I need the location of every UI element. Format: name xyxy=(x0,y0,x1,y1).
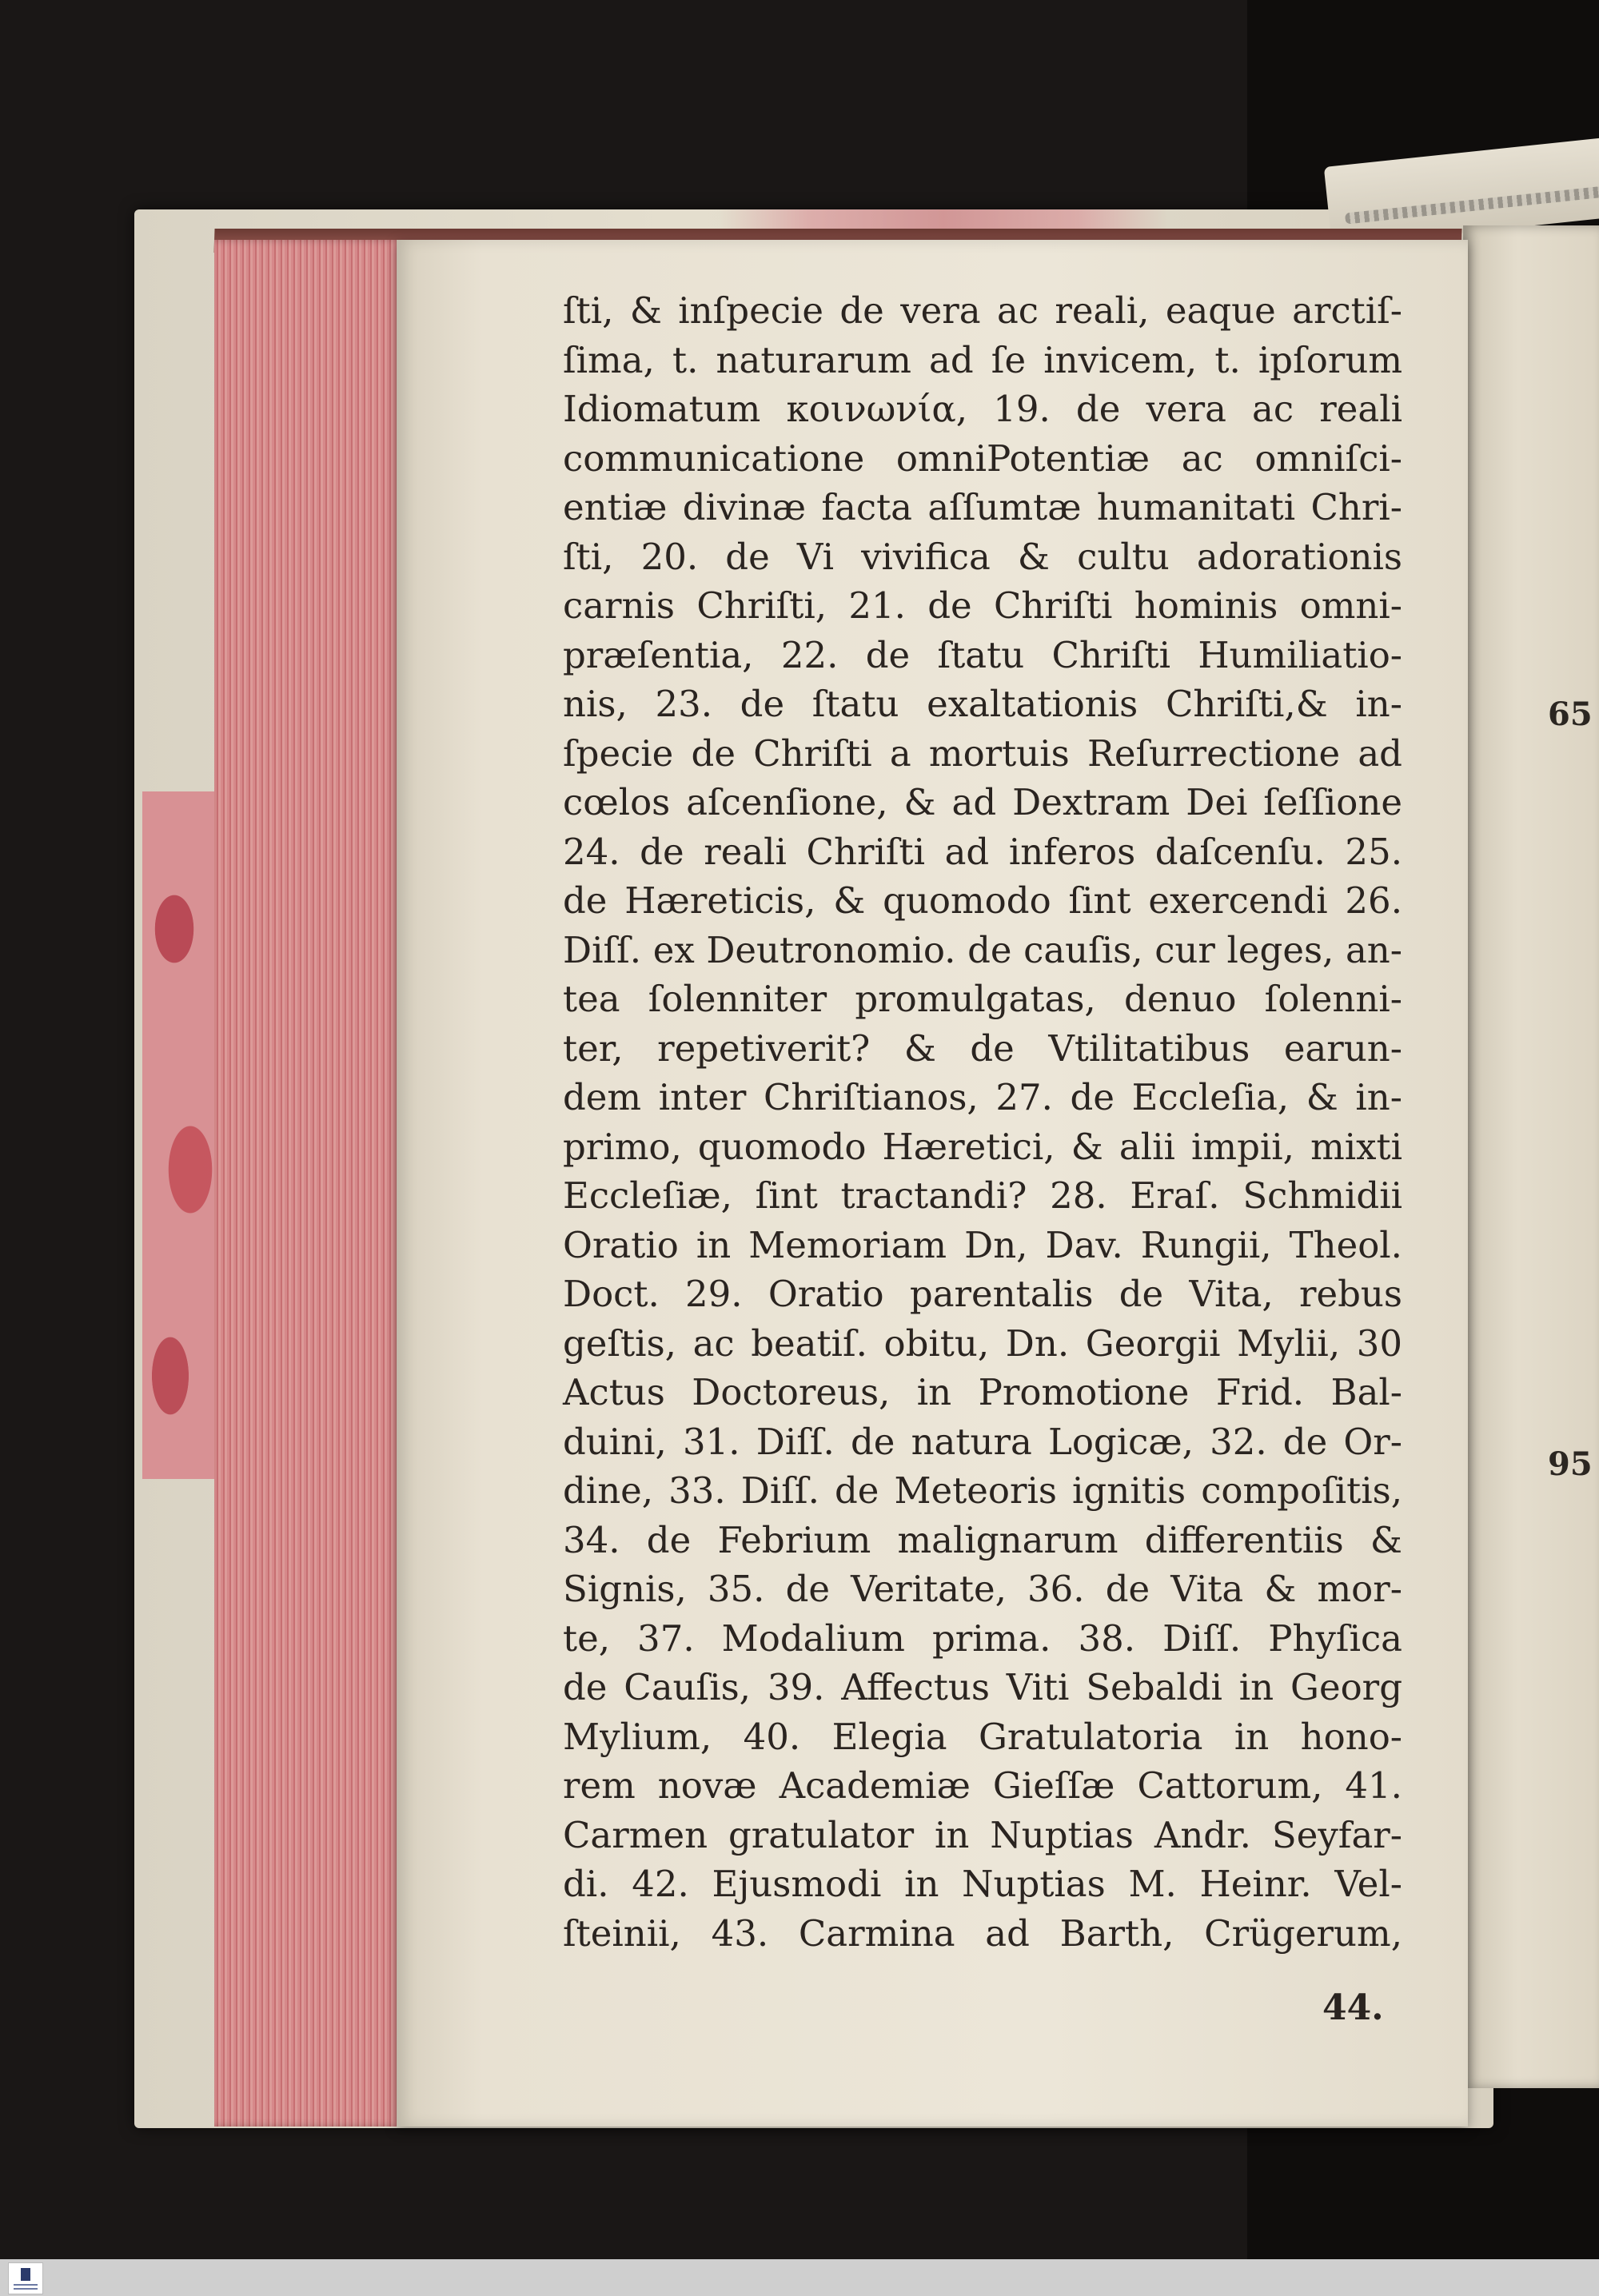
text-line: ter, repetiverit? & de Vtilitatibus earun- xyxy=(563,1026,1402,1070)
text-line: tea ſolenniter promulgatas, denuo ſolenni- xyxy=(563,978,1402,1020)
text-line: Signis, 35. de Veritate, 36. de Vita & mor- xyxy=(563,1568,1402,1610)
text-line: ſpecie de Chriſti a mortuis Reſurrectione ad xyxy=(563,731,1402,775)
facing-page-number: 95 xyxy=(1548,1445,1593,1483)
library-logo-icon[interactable] xyxy=(8,2262,43,2294)
catchword: 44. xyxy=(1322,1987,1384,2028)
text-line: communicatione omniPotentiæ ac omniſci- xyxy=(563,436,1402,480)
text-line: de Cauſis, 39. Affectus Viti Sebaldi in Georg xyxy=(563,1666,1402,1708)
text-line: te, 37. Modalium prima. 38. Diſſ. Phyſica xyxy=(563,1616,1402,1660)
viewer-footer-bar xyxy=(0,2259,1599,2296)
text-line: Eccleſiæ, ſint tractandi? 28. Eraſ. Schmidii xyxy=(563,1174,1402,1217)
text-line: 34. de Febrium malignarum differentiis & xyxy=(563,1518,1402,1561)
text-line: Mylium, 40. Elegia Gratulatoria in hono- xyxy=(563,1715,1402,1758)
text-line: cœlos aſcenſione, & ad Dextram Dei ſeſſione xyxy=(563,781,1402,823)
marbled-endpaper xyxy=(142,791,222,1479)
text-line: dine, 33. Diſſ. de Meteoris ignitis compoſitis, xyxy=(563,1469,1402,1512)
text-line: de Hæreticis, & quomodo ſint exercendi 26. xyxy=(563,879,1402,922)
text-line: 24. de reali Chriſti ad inferos daſcenſu. 25. xyxy=(563,830,1402,873)
text-line: Actus Doctoreus, in Promotione Frid. Bal- xyxy=(563,1371,1402,1413)
text-line: carnis Chriſti, 21. de Chriſti hominis omni- xyxy=(563,584,1402,627)
text-line: nis, 23. de ſtatu exaltationis Chriſti,& in- xyxy=(563,683,1402,725)
page-text xyxy=(563,286,1402,1958)
text-line: Doct. 29. Oratio parentalis de Vita, rebus xyxy=(563,1273,1402,1315)
text-line: Diſſ. ex Deutronomio. de cauſis, cur leges, an- xyxy=(563,928,1402,971)
text-line: primo, quomodo Hæretici, & alii impii, mixti xyxy=(563,1125,1402,1168)
text-line: geſtis, ac beatiſ. obitu, Dn. Georgii Mylii, 30 xyxy=(563,1321,1402,1365)
text-line: rem novæ Academiæ Gieſſæ Cattorum, 41. xyxy=(563,1764,1402,1807)
text-line: Idiomatum κοινωνία, 19. de vera ac reali xyxy=(563,388,1402,430)
text-line: ſima, t. naturarum ad ſe invicem, t. ipſorum xyxy=(563,338,1402,381)
facing-page-number: 65 xyxy=(1548,696,1593,733)
facing-page xyxy=(1463,225,1599,2088)
text-line: entiæ divinæ facta aſſumtæ humanitati Chri- xyxy=(563,486,1402,528)
text-line: ſteinii, 43. Carmina ad Barth, Crügerum, xyxy=(563,1911,1402,1955)
logo-line xyxy=(14,2284,38,2286)
text-line: ſti, & inſpecie de vera ac reali, eaque arctiſ- xyxy=(563,289,1402,332)
text-line: duini, 31. Diſſ. de natura Logicæ, 32. de Or- xyxy=(563,1420,1402,1463)
text-line: Oratio in Memoriam Dn, Dav. Rungii, Theol. xyxy=(563,1223,1402,1266)
logo-line xyxy=(14,2288,38,2290)
cover-ornament xyxy=(1345,185,1599,224)
text-line: dem inter Chriſtianos, 27. de Eccleſia, & in- xyxy=(563,1076,1402,1118)
red-page-edge xyxy=(214,240,406,2127)
text-line: ſti, 20. de Vi vivifica & cultu adorationis xyxy=(563,535,1402,578)
text-line: præſentia, 22. de ſtatu Chriſti Humiliatio- xyxy=(563,633,1402,676)
logo-mark xyxy=(21,2268,30,2281)
text-line: di. 42. Ejusmodi in Nuptias M. Heinr. Vel- xyxy=(563,1863,1402,1905)
text-line: Carmen gratulator in Nuptias Andr. Seyfar- xyxy=(563,1813,1402,1856)
